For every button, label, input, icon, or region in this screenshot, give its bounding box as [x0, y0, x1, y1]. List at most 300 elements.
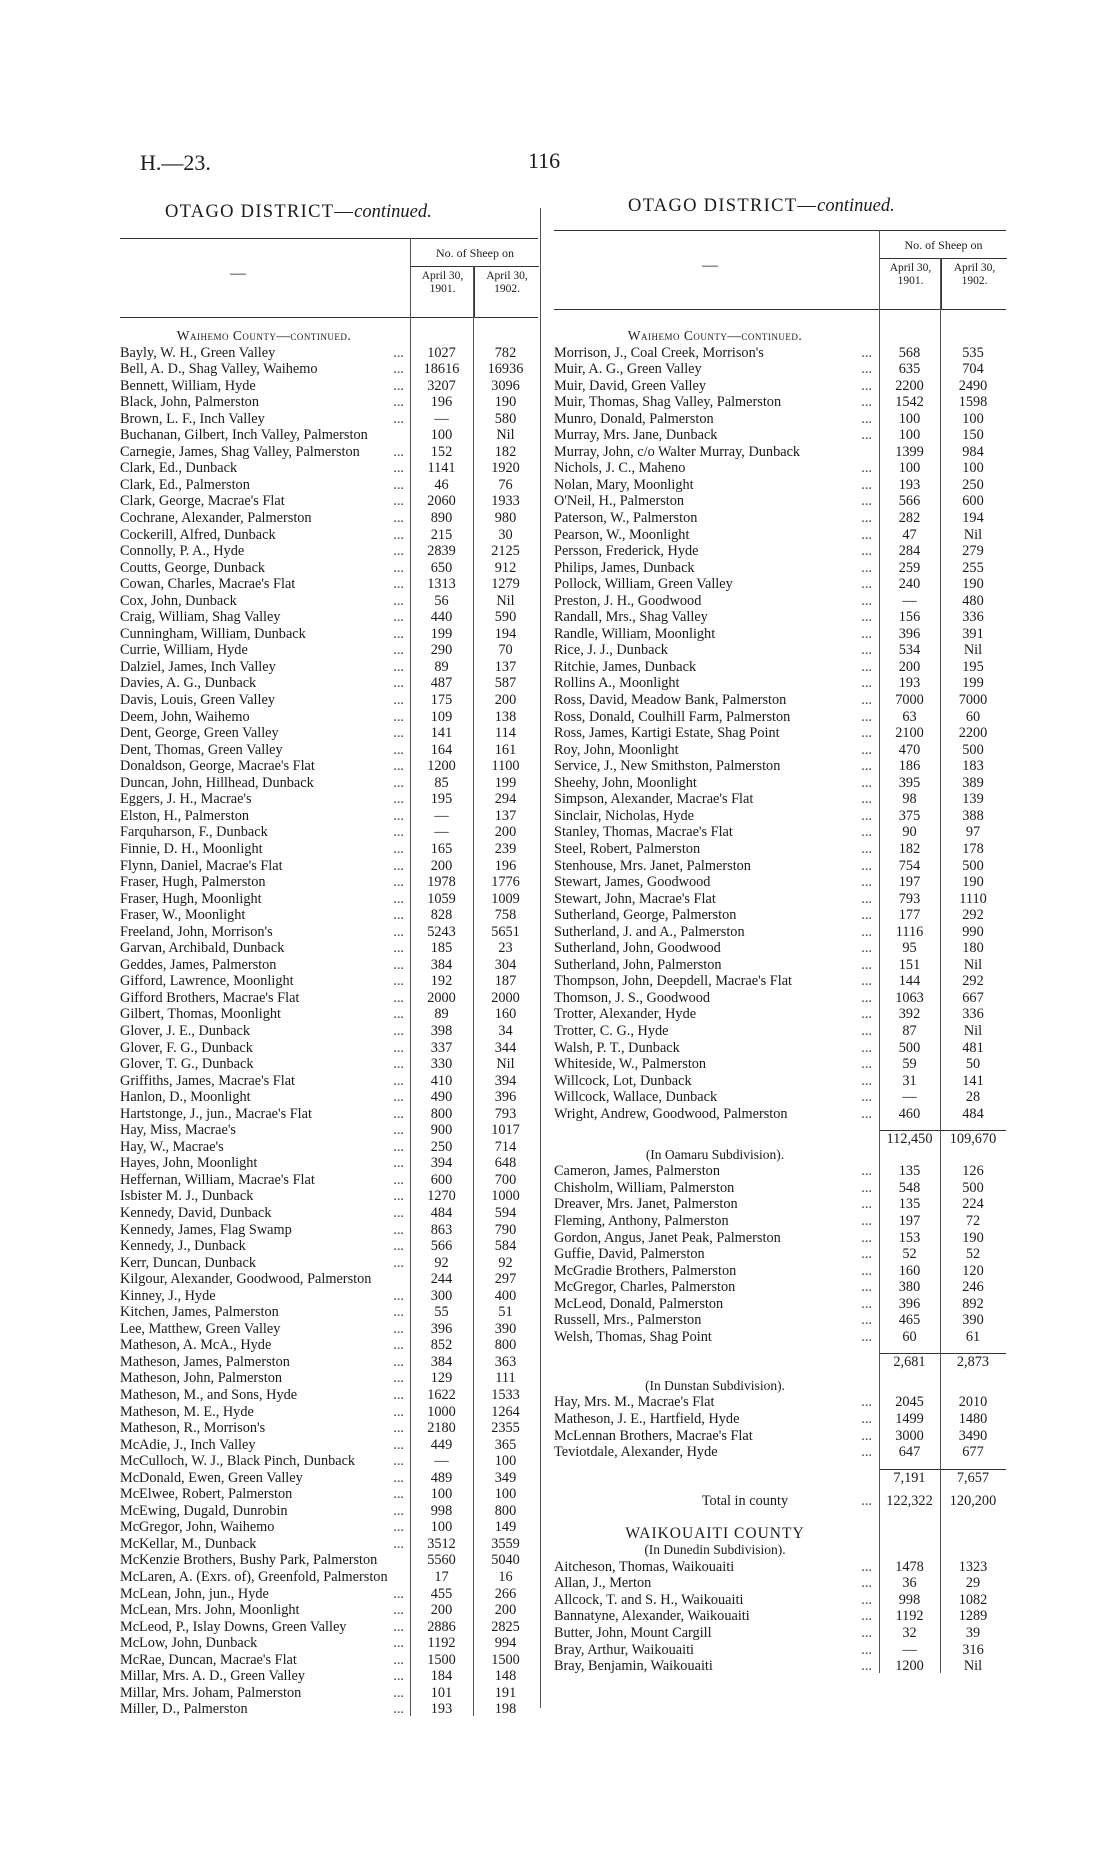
table-row: [120, 1519, 538, 1536]
holder-name-text: Kitchen, James, Palmerston: [120, 1304, 279, 1321]
holder-name-text: O'Neil, H., Palmerston: [554, 493, 685, 510]
table-row: [120, 907, 538, 924]
center-column-rule: [540, 208, 541, 1708]
table-row: [120, 378, 538, 395]
sheep-1901: 47: [902, 526, 917, 543]
sheep-1901: 1542: [895, 394, 924, 411]
holder-name: [554, 841, 876, 858]
sheep-1901: 1200: [895, 1658, 924, 1675]
table-row: [120, 1619, 538, 1636]
leader-dots: ...: [393, 1056, 404, 1073]
holder-name-text: Kennedy, David, Dunback: [120, 1204, 272, 1221]
holder-name-text: Thompson, John, Deepdell, Macrae's Flat: [554, 973, 793, 990]
table-row: [554, 1559, 1006, 1576]
leader-dots: ...: [393, 1155, 404, 1172]
sheep-1901: 95: [902, 940, 917, 957]
sheep-1901: 398: [430, 1022, 453, 1039]
table-row: [120, 560, 538, 577]
sheep-1901: 1978: [427, 874, 456, 891]
leader-dots: ...: [861, 890, 872, 907]
sheep-1901: 548: [898, 1179, 921, 1196]
holder-name: [554, 725, 876, 742]
holder-name-text: Clark, Ed., Dunback: [120, 460, 238, 477]
leader-dots: ...: [861, 526, 872, 543]
table-row: [554, 692, 1006, 709]
holder-name-text: Hanlon, D., Moonlight: [120, 1089, 251, 1106]
sheep-1902: 800: [494, 1502, 517, 1519]
table-row: [554, 1073, 1006, 1090]
holder-name: [120, 1470, 408, 1487]
leader-dots: ...: [393, 1122, 404, 1139]
leader-dots: ...: [861, 344, 872, 361]
holder-name: [120, 1205, 408, 1222]
sheep-1901: 100: [898, 460, 921, 477]
holder-name-text: Dalziel, James, Inch Valley: [120, 658, 276, 675]
holder-name-text: Trotter, C. G., Hyde: [554, 1022, 669, 1039]
leader-dots: ...: [861, 592, 872, 609]
left-sheep-caption: No. of Sheep on: [411, 242, 539, 267]
holder-name: [120, 543, 408, 560]
holder-name-text: McLennan Brothers, Macrae's Flat: [554, 1427, 753, 1444]
leader-dots: ...: [861, 1444, 872, 1461]
sheep-1902: Nil: [963, 642, 983, 659]
holder-name: [120, 1155, 408, 1172]
holder-name-text: Kilgour, Alexander, Goodwood, Palmerston: [120, 1271, 372, 1288]
leader-dots: ...: [861, 692, 872, 709]
holder-name-text: Currie, William, Hyde: [120, 642, 248, 659]
sheep-1901: 177: [898, 907, 921, 924]
holder-name: [120, 1238, 408, 1255]
sheep-1902: 199: [494, 774, 517, 791]
leader-dots: ...: [393, 791, 404, 808]
holder-name-text: Aitcheson, Thomas, Waikouaiti: [554, 1558, 735, 1575]
holder-name: [120, 527, 408, 544]
sheep-1902: 191: [494, 1684, 517, 1701]
holder-name: [554, 1444, 876, 1461]
sheep-1902: 1017: [491, 1122, 520, 1139]
sheep-1902: 178: [962, 840, 984, 857]
holder-name: [554, 345, 876, 362]
table-row: [120, 427, 538, 444]
sheep-1902: 349: [494, 1469, 517, 1486]
holder-name: [554, 1428, 876, 1445]
table-row: [120, 510, 538, 527]
table-row: [120, 1188, 538, 1205]
holder-name-text: Rollins A., Moonlight: [554, 675, 680, 692]
leader-dots: ...: [393, 1585, 404, 1602]
sheep-1902: 500: [962, 741, 984, 758]
sheep-1901: 63: [902, 708, 917, 725]
sheep-1901: 2060: [427, 493, 456, 510]
holder-name: [120, 1569, 408, 1586]
leader-dots: ...: [861, 576, 872, 593]
leader-dots: ...: [393, 1469, 404, 1486]
table-row: [120, 725, 538, 742]
holder-name-text: Bayly, W. H., Green Valley: [120, 344, 276, 361]
leader-dots: ...: [393, 807, 404, 824]
sheep-1901: 182: [898, 840, 921, 857]
sheep-1901: 36: [902, 1575, 917, 1592]
leader-dots: ...: [393, 824, 404, 841]
holder-name: [120, 675, 408, 692]
leader-dots: ...: [393, 443, 404, 460]
leader-dots: ...: [393, 874, 404, 891]
sheep-1901: 259: [898, 559, 921, 576]
table-row: [120, 1337, 538, 1354]
sheep-1901: 1399: [895, 443, 924, 460]
sheep-1902: 190: [962, 874, 984, 891]
holder-name: [554, 858, 876, 875]
holder-name: [554, 924, 876, 941]
holder-name-text: Allcock, T. and S. H., Waikouaiti: [554, 1591, 744, 1608]
left-col-1901: April 30, 1901.: [421, 270, 464, 295]
sheep-1901: 384: [430, 1353, 453, 1370]
sheep-1901: 184: [430, 1668, 453, 1685]
holder-name-text: Simpson, Alexander, Macrae's Flat: [554, 791, 754, 808]
holder-name-text: Duncan, John, Hillhead, Dunback: [120, 774, 314, 791]
sheep-1902: 190: [494, 394, 517, 411]
holder-name-text: Glover, T. G., Dunback: [120, 1056, 254, 1073]
sheep-1901: —: [902, 1089, 917, 1106]
leader-dots: ...: [393, 940, 404, 957]
leader-dots: ...: [861, 708, 872, 725]
table-row: [120, 957, 538, 974]
holder-name-text: Flynn, Daniel, Macrae's Flat: [120, 857, 283, 874]
sheep-1902: 980: [494, 510, 517, 527]
holder-name: [120, 427, 408, 444]
table-row: [554, 1040, 1006, 1057]
leader-dots: ...: [861, 658, 872, 675]
holder-name: [120, 1023, 408, 1040]
section-heading: Waihemo County—continued.: [627, 328, 803, 343]
sheep-1902: 16936: [487, 361, 524, 378]
holder-name-text: Welsh, Thomas, Shag Point: [554, 1328, 712, 1345]
holder-name-text: Farquharson, F., Dunback: [120, 824, 268, 841]
holder-name-text: McDonald, Ewen, Green Valley: [120, 1469, 303, 1486]
sheep-1902: 1289: [958, 1608, 988, 1625]
leader-dots: ...: [861, 840, 872, 857]
sheep-1901: 164: [430, 741, 453, 758]
table-row: [554, 1213, 1006, 1230]
sheep-1902: 600: [962, 493, 984, 510]
leader-dots: ...: [393, 1684, 404, 1701]
sheep-1901: 566: [430, 1238, 453, 1255]
table-row: [120, 940, 538, 957]
sheep-1902: Nil: [963, 1658, 983, 1675]
sheep-1902: Nil: [496, 427, 515, 444]
sheep-1901: 1313: [427, 576, 456, 593]
table-row: [554, 841, 1006, 858]
sheep-1901: 193: [898, 476, 921, 493]
table-row: [554, 1493, 1006, 1510]
sheep-1901: —: [902, 592, 917, 609]
table-row: [120, 858, 538, 875]
holder-name: [554, 1263, 876, 1280]
leader-dots: ...: [861, 1105, 872, 1122]
table-row: [120, 1304, 538, 1321]
holder-name-text: McLow, John, Dunback: [120, 1635, 258, 1652]
holder-name-text: Fraser, Hugh, Palmerston: [120, 874, 266, 891]
leader-dots: ...: [393, 1602, 404, 1619]
table-row: [120, 1139, 538, 1156]
holder-name: [120, 1304, 408, 1321]
sheep-1902: 500: [962, 1179, 984, 1196]
sheep-1902: 100: [494, 1486, 517, 1503]
holder-name: [554, 460, 876, 477]
holder-name-text: McKellar, M., Dunback: [120, 1535, 257, 1552]
table-row: [554, 675, 1006, 692]
holder-name: [120, 510, 408, 527]
sheep-1901: 998: [898, 1591, 921, 1608]
table-row: [554, 1163, 1006, 1180]
sheep-1902: 111: [495, 1370, 516, 1387]
holder-name: [120, 1519, 408, 1536]
sheep-1902: 994: [494, 1635, 517, 1652]
sheep-1901: 59: [902, 1056, 917, 1073]
holder-name: [554, 874, 876, 891]
holder-name: [554, 493, 876, 510]
table-row: [120, 1420, 538, 1437]
holder-name: [120, 659, 408, 676]
leader-dots: ...: [861, 956, 872, 973]
holder-name-text: Murray, Mrs. Jane, Dunback: [554, 427, 718, 444]
leader-dots: ...: [861, 1312, 872, 1329]
holder-name-text: McGregor, John, Waihemo: [120, 1519, 275, 1536]
leader-dots: ...: [393, 989, 404, 1006]
holder-name-text: Total in county: [701, 1493, 789, 1510]
leader-dots: ...: [861, 625, 872, 642]
holder-name: [554, 560, 876, 577]
holder-name: [554, 444, 876, 461]
leader-dots: ...: [861, 1212, 872, 1229]
sheep-1901: 175: [430, 692, 453, 709]
leader-dots: ...: [861, 493, 872, 510]
table-row: [120, 1569, 538, 1586]
holder-name: [120, 493, 408, 510]
holder-name: [554, 626, 876, 643]
holder-name: [120, 1404, 408, 1421]
sheep-1902: 29: [965, 1575, 981, 1592]
holder-name: [554, 824, 876, 841]
leader-dots: ...: [861, 1229, 872, 1246]
holder-name-text: Sutherland, John, Goodwood: [554, 940, 721, 957]
holder-name: [554, 609, 876, 626]
leader-dots: ...: [861, 1427, 872, 1444]
sheep-1901: 100: [430, 1486, 453, 1503]
sheep-1902: 199: [962, 675, 984, 692]
row-gap: [554, 1461, 1006, 1469]
sheep-1901: 200: [898, 658, 921, 675]
sheep-1901: 568: [898, 344, 921, 361]
table-row: [120, 791, 538, 808]
sheep-1902: 316: [962, 1641, 984, 1658]
holder-name-text: Butter, John, Mount Cargill: [554, 1625, 712, 1642]
sheep-1902: 304: [494, 956, 517, 973]
holder-name-text: Donaldson, George, Macrae's Flat: [120, 758, 315, 775]
leader-dots: ...: [861, 476, 872, 493]
holder-name: [554, 1575, 876, 1592]
sheep-1901: 440: [430, 609, 453, 626]
holder-name-text: Dent, George, Green Valley: [120, 725, 279, 742]
leader-dots: ...: [393, 923, 404, 940]
sheep-1901: 98: [902, 791, 917, 808]
holder-name-text: Sinclair, Nicholas, Hyde: [554, 807, 694, 824]
sheep-1902: 484: [962, 1105, 984, 1122]
table-row: [554, 858, 1006, 875]
sheep-1901: 1270: [427, 1188, 456, 1205]
sheep-1901: 384: [430, 956, 453, 973]
holder-name: [120, 924, 408, 941]
sheep-1901: 998: [430, 1502, 453, 1519]
left-rows: [120, 318, 538, 1718]
sheep-1902: 196: [494, 857, 517, 874]
leader-dots: ...: [861, 377, 872, 394]
sheep-1902: 5040: [491, 1552, 520, 1569]
leader-dots: ...: [861, 741, 872, 758]
holder-name: [120, 1586, 408, 1603]
holder-name-text: Hartstonge, J., jun., Macrae's Flat: [120, 1105, 312, 1122]
holder-name: [120, 1139, 408, 1156]
leader-dots: ...: [861, 1089, 872, 1106]
holder-name: [554, 477, 876, 494]
holder-name: [120, 990, 408, 1007]
table-row: [120, 775, 538, 792]
sheep-1901: 600: [430, 1171, 453, 1188]
sheep-1902: 198: [494, 1701, 517, 1718]
sheep-1902: 535: [962, 344, 984, 361]
holder-name: [554, 1296, 876, 1313]
sheep-1902: 149: [494, 1519, 517, 1536]
right-district-title: OTAGO DISTRICT—continued.: [628, 196, 895, 216]
holder-name: [554, 940, 876, 957]
leader-dots: ...: [861, 1328, 872, 1345]
table-row: [120, 1255, 538, 1272]
table-row: [120, 1470, 538, 1487]
holder-name-text: Preston, J. H., Goodwood: [554, 592, 702, 609]
sheep-1901: 396: [898, 1295, 921, 1312]
holder-name-text: Freeland, John, Morrison's: [120, 923, 273, 940]
sheep-1902: 183: [962, 758, 984, 775]
leader-dots: ...: [861, 510, 872, 527]
table-row: [120, 394, 538, 411]
sheep-1902: 161: [494, 741, 517, 758]
sheep-1901: 197: [898, 874, 921, 891]
holder-name: [554, 642, 876, 659]
left-column-rule-1: [410, 238, 411, 1716]
row-gap: [554, 1510, 1006, 1518]
table-row: [554, 659, 1006, 676]
sheep-1902: 1480: [958, 1411, 988, 1427]
holder-name-text: Bannatyne, Alexander, Waikouaiti: [554, 1608, 750, 1625]
holder-name-text: Chisholm, William, Palmerston: [554, 1179, 735, 1196]
holder-name: [120, 1056, 408, 1073]
table-row: [554, 1130, 1006, 1147]
right-column-rule-1: [879, 230, 880, 1673]
table-row: [120, 1040, 538, 1057]
holder-name: [120, 725, 408, 742]
holder-name: [554, 791, 876, 808]
row-gap: [554, 1485, 1006, 1493]
sheep-1902: 224: [962, 1196, 984, 1213]
table-row: [554, 543, 1006, 560]
sheep-1902: 1500: [491, 1651, 520, 1668]
table-row: [120, 1652, 538, 1669]
holder-name: [120, 1619, 408, 1636]
sheep-1901: 2839: [427, 543, 456, 560]
leader-dots: ...: [393, 692, 404, 709]
sheep-1902: 396: [494, 1089, 517, 1106]
table-row: [554, 345, 1006, 362]
sheep-1902: 292: [962, 973, 984, 990]
holder-name: [554, 527, 876, 544]
table-row: [120, 990, 538, 1007]
sheep-1901: 1059: [427, 890, 456, 907]
sheep-1902: 580: [494, 410, 517, 427]
sheep-1902: 194: [962, 510, 984, 527]
sheep-1902: 92: [498, 1254, 513, 1271]
sheep-1901: 500: [898, 1039, 921, 1056]
table-row: [120, 1586, 538, 1603]
holder-name: [120, 1437, 408, 1454]
sheep-1902: 648: [494, 1155, 517, 1172]
sheep-1901: 1063: [895, 989, 924, 1006]
sheep-1901: —: [434, 410, 449, 427]
sheep-1901: 90: [902, 824, 917, 841]
sheep-1902: 60: [965, 708, 981, 725]
sheep-1901: 186: [898, 758, 921, 775]
sheep-1901: 165: [430, 840, 453, 857]
section-heading: (In Oamaru Subdivision).: [645, 1146, 785, 1162]
holder-name: [120, 460, 408, 477]
table-row: [554, 725, 1006, 742]
leader-dots: ...: [393, 1320, 404, 1337]
sheep-1901: 160: [898, 1262, 921, 1279]
sheep-1901: 152: [430, 443, 453, 460]
holder-name-text: Randall, Mrs., Shag Valley: [554, 609, 708, 626]
sheep-1901: 828: [430, 907, 453, 924]
sheep-1902: 390: [962, 1312, 984, 1329]
table-row: [554, 576, 1006, 593]
sheep-1902: 480: [962, 592, 984, 609]
holder-name: [120, 642, 408, 659]
sheep-1902: 1264: [491, 1403, 520, 1420]
holder-name-text: Roy, John, Moonlight: [554, 741, 679, 758]
sheep-1901: 890: [430, 510, 453, 527]
table-row: [120, 824, 538, 841]
sheep-1901: 330: [430, 1056, 453, 1073]
sheep-1902: 16: [498, 1569, 513, 1586]
holder-name: [120, 1222, 408, 1239]
sheep-1901: 100: [430, 1519, 453, 1536]
table-row: [554, 460, 1006, 477]
table-row: [120, 609, 538, 626]
table-row: [554, 1312, 1006, 1329]
table-row: [554, 1180, 1006, 1197]
holder-name: [120, 808, 408, 825]
holder-name: [554, 709, 876, 726]
holder-name-text: Glover, F. G., Dunback: [120, 1039, 253, 1056]
table-row: [554, 444, 1006, 461]
sheep-1902: 1110: [959, 890, 987, 907]
sheep-1901: 101: [430, 1684, 453, 1701]
sheep-1901: 487: [430, 675, 453, 692]
holder-name: [120, 378, 408, 395]
holder-name-text: Dent, Thomas, Green Valley: [120, 741, 283, 758]
table-row: [554, 1353, 1006, 1370]
sheep-1902: 266: [494, 1585, 517, 1602]
sheep-1901: 200: [430, 1602, 453, 1619]
table-row: [120, 1321, 538, 1338]
